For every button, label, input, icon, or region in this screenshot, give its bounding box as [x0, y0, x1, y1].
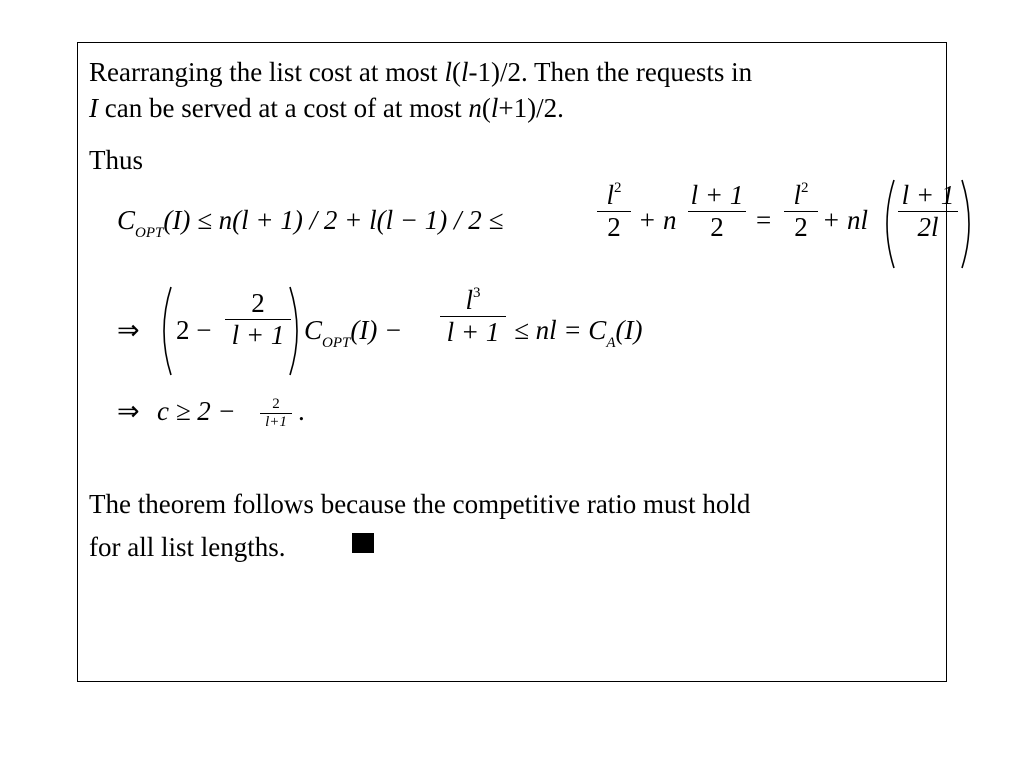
implies-symbol: ⇒	[117, 315, 140, 345]
eq2-two-minus: 2 −	[176, 315, 212, 345]
slide-frame	[77, 42, 947, 682]
intro-line-2	[89, 91, 564, 126]
var-n: n	[468, 93, 482, 123]
qed-square-icon	[352, 533, 374, 553]
var-l: l	[490, 93, 499, 123]
intro-text: +1)/2.	[498, 93, 564, 123]
paren: (	[451, 57, 461, 87]
eq2-fraction-1: 2 l + 1	[225, 288, 291, 351]
eq2-copt: $C_{OPT}(I)$ −	[304, 315, 403, 351]
c-opt-symbol: C	[117, 205, 136, 235]
eq2-left-paren	[155, 285, 175, 377]
eq1-left-paren	[878, 178, 898, 270]
intro-text: can be served at a cost of at most	[98, 93, 469, 123]
eq3-fraction: 2 l+1	[260, 396, 292, 431]
eq3-bound: c ≥ 2 −	[157, 396, 236, 426]
paren: (	[481, 93, 491, 123]
eq1-right-paren	[958, 178, 978, 270]
intro-line-1	[89, 55, 752, 90]
eq1-chain: (I) ≤ n(l + 1) / 2 + l(l − 1) / 2 ≤	[163, 205, 504, 235]
thus-label: Thus	[89, 145, 143, 175]
var-l: l	[460, 57, 469, 87]
var-l: l	[444, 57, 452, 87]
eq1-plus-n: + n	[638, 205, 677, 235]
eq1-fraction-4: l + 1 2l	[898, 180, 958, 243]
opt-subscript: OPT	[135, 225, 164, 241]
eq1-fraction-1: $l^2$ 2	[597, 180, 631, 243]
eq2-right-paren	[286, 285, 306, 377]
eq1-fraction-2: l + 1 2	[688, 180, 746, 243]
eq2-rhs: ≤ nl = $C_A(I)$	[514, 315, 643, 351]
var-I: I	[89, 93, 98, 123]
intro-text: -1)/2. Then the requests in	[468, 57, 753, 87]
eq1-plus-nl: + nl	[822, 205, 868, 235]
implies-symbol: ⇒	[117, 396, 140, 426]
eq1-lhs	[117, 205, 504, 241]
intro-text: Rearranging the list cost at most	[89, 57, 445, 87]
conclusion-line-2: for all list lengths.	[89, 532, 286, 562]
eq1-equals: =	[756, 205, 772, 235]
eq1-fraction-3: $l^2$ 2	[784, 180, 818, 243]
eq2-fraction-2: $l^3$ l + 1	[440, 285, 506, 348]
eq3-period: .	[298, 396, 305, 426]
conclusion-line-1: The theorem follows because the competitive ratio must hold	[89, 489, 751, 519]
